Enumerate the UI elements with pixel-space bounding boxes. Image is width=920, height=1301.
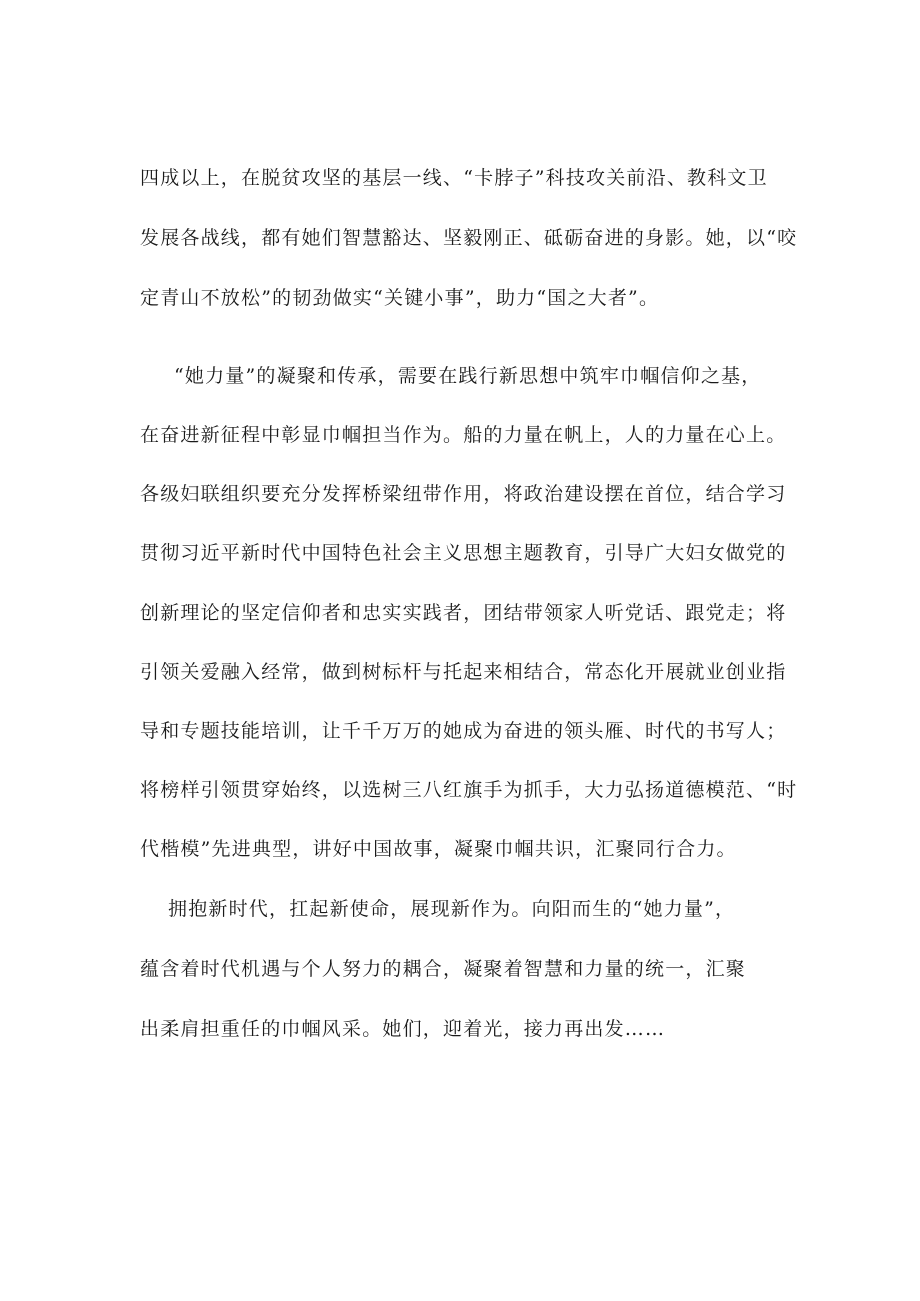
paragraph-2-line-2: 在奋进新征程中彰显巾帼担当作为。船的力量在帆上，人的力量在心上。 [140, 424, 787, 446]
paragraph-2-line-4: 贯彻习近平新时代中国特色社会主义思想主题教育，引导广大妇女做党的 [140, 542, 787, 564]
paragraph-2-line-1: “她力量”的凝聚和传承，需要在践行新思想中筑牢巾帼信仰之基， [174, 365, 762, 387]
paragraph-1-line-2: 发展各战线，都有她们智慧豁达、坚毅刚正、砥砺奋进的身影。她，以“咬 [140, 227, 798, 249]
paragraph-2-line-3: 各级妇联组织要充分发挥桥梁纽带作用，将政治建设摆在首位，结合学习 [140, 483, 787, 505]
paragraph-2-line-7: 导和专题技能培训，让千千万万的她成为奋进的领头雁、时代的书写人； [140, 720, 787, 742]
paragraph-3-line-1: 拥抱新时代，扛起新使命，展现新作为。向阳而生的“她力量”， [168, 898, 736, 920]
paragraph-2-line-8: 将榜样引领贯穿始终，以选树三八红旗手为抓手，大力弘扬道德模范、“时 [140, 779, 798, 801]
paragraph-3-line-3: 出柔肩担重任的巾帼风采。她们，迎着光，接力再出发…… [140, 1018, 666, 1040]
paragraph-1-line-3: 定青山不放松”的韧劲做实“关键小事”，助力“国之大者”。 [140, 287, 660, 309]
paragraph-2-line-5: 创新理论的坚定信仰者和忠实实践者，团结带领家人听党话、跟党走；将 [140, 602, 787, 624]
paragraph-2-line-9: 代楷模”先进典型，讲好中国故事，凝聚巾帼共识，汇聚同行合力。 [140, 838, 737, 860]
paragraph-2-line-6: 引领关爱融入经常，做到树标杆与托起来相结合，常态化开展就业创业指 [140, 661, 787, 683]
paragraph-1-line-1: 四成以上，在脱贫攻坚的基层一线、“卡脖子”科技攻关前沿、教科文卫 [140, 167, 768, 189]
paragraph-3-line-2: 蕴含着时代机遇与个人努力的耦合，凝聚着智慧和力量的统一，汇聚 [140, 958, 747, 980]
